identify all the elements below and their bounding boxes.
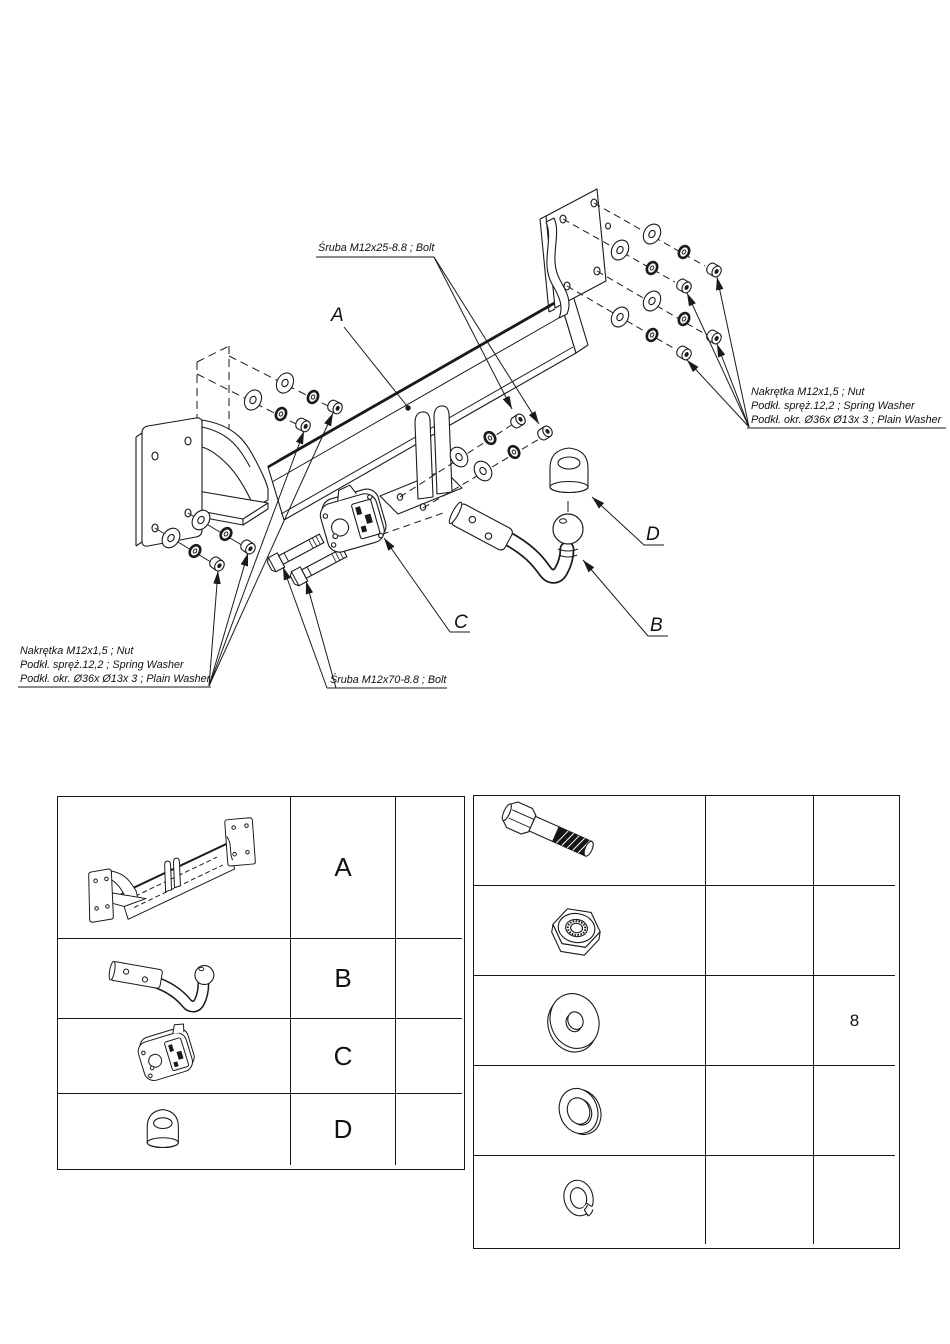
nut-glyph bbox=[326, 399, 344, 416]
spring-washer-glyph bbox=[645, 327, 660, 343]
hardware-blank-nut bbox=[706, 886, 814, 976]
washer-glyph bbox=[608, 304, 632, 330]
hex-nut-icon bbox=[474, 886, 705, 976]
hardware-qty-plain-washer bbox=[814, 976, 895, 1066]
washer-glyph bbox=[640, 288, 664, 314]
spring-washer-glyph bbox=[507, 444, 522, 460]
hardware-blank-flat-washer bbox=[706, 1066, 814, 1156]
hardware-qty-spring-washer bbox=[814, 1156, 895, 1244]
part-label-a: A bbox=[331, 305, 344, 326]
hardware-blank-plain-washer bbox=[706, 976, 814, 1066]
socket-plate-icon bbox=[58, 1019, 290, 1094]
callout-left-line1: Nakrętka M12x1,5 ; Nut bbox=[20, 645, 134, 657]
hardware-image-plain-washer bbox=[474, 976, 706, 1066]
ball-cover-cap-part bbox=[550, 448, 588, 493]
tow-ball-arm-part bbox=[447, 501, 583, 576]
part-label-d: D bbox=[646, 524, 660, 545]
callout-left-line2: Podkł. spręż.12,2 ; Spring Washer bbox=[20, 659, 184, 671]
part-label-c-group bbox=[384, 538, 470, 633]
nut-glyph bbox=[294, 417, 312, 434]
right-mounting-bracket bbox=[540, 189, 610, 318]
hardware-qty-nut bbox=[814, 886, 895, 976]
parts-table-letter-c bbox=[291, 1019, 396, 1094]
parts-table-blank-b bbox=[396, 939, 462, 1019]
hardware-table bbox=[473, 795, 900, 1249]
parts-table-letter-b bbox=[291, 939, 396, 1019]
parts-table-image-a bbox=[58, 797, 291, 939]
hardware-qty-bolt bbox=[814, 796, 895, 886]
spring-washer-glyph bbox=[274, 406, 288, 421]
part-label-d-group bbox=[592, 497, 664, 545]
parts-table-letter-d bbox=[291, 1094, 396, 1165]
parts-table-letter-a bbox=[291, 797, 396, 939]
part-label-c: C bbox=[454, 612, 468, 633]
nut-glyph bbox=[705, 261, 723, 278]
hardware-image-bolt bbox=[474, 796, 706, 886]
callout-left-line3: Podkł. okr. Ø36x Ø13x 3 ; Plain Washer bbox=[20, 673, 211, 685]
spring-washer-glyph bbox=[483, 430, 498, 446]
parts-table-blank-d bbox=[396, 1094, 462, 1165]
spring-washer-glyph bbox=[188, 543, 203, 559]
parts-table-blank-a bbox=[396, 797, 462, 939]
hex-bolt-icon bbox=[474, 796, 705, 886]
part-letter-a: A bbox=[334, 852, 352, 882]
part-letter-c: C bbox=[333, 1040, 353, 1071]
bolt-head-glyph bbox=[536, 424, 554, 442]
cover-cap-icon bbox=[58, 1094, 290, 1165]
parts-table-image-b bbox=[58, 939, 291, 1019]
nut-glyph bbox=[208, 555, 226, 573]
qty-value: 8 bbox=[849, 1010, 860, 1030]
part-letter-d: D bbox=[333, 1114, 353, 1144]
parts-table-image-d bbox=[58, 1094, 291, 1165]
callout-bolt-m12x70 bbox=[283, 567, 447, 688]
spring-washer-icon bbox=[474, 1156, 705, 1244]
callout-right-line2: Podkł. spręż.12,2 ; Spring Washer bbox=[751, 400, 915, 412]
nut-glyph bbox=[675, 344, 693, 361]
part-label-b: B bbox=[650, 615, 663, 636]
hardware-image-flat-washer bbox=[474, 1066, 706, 1156]
spring-washer-glyph bbox=[219, 526, 234, 542]
washer-glyph bbox=[640, 221, 664, 247]
washer-glyph bbox=[471, 458, 496, 484]
washer-glyph bbox=[608, 237, 632, 263]
washer-glyph bbox=[241, 387, 265, 413]
part-label-b-group bbox=[583, 560, 668, 636]
washer-glyph bbox=[273, 370, 297, 396]
spring-washer-glyph bbox=[306, 389, 320, 404]
part-letter-b: B bbox=[334, 963, 352, 993]
parts-table-blank-c bbox=[396, 1019, 462, 1094]
callout-bolt-m12x25-text: Śruba M12x25-8.8 ; Bolt bbox=[318, 242, 435, 254]
nut-glyph bbox=[675, 277, 693, 294]
hardware-qty-flat-washer bbox=[814, 1066, 895, 1156]
hardware-blank-spring-washer bbox=[706, 1156, 814, 1244]
hardware-image-nut bbox=[474, 886, 706, 976]
hardware-image-spring-washer bbox=[474, 1156, 706, 1244]
callout-right-line1: Nakrętka M12x1,5 ; Nut bbox=[751, 386, 865, 398]
hardware-blank-bolt bbox=[706, 796, 814, 886]
left-upper-fastener-stacks bbox=[241, 370, 344, 433]
bolt-head-glyph bbox=[509, 412, 527, 430]
tow-ball-icon bbox=[58, 939, 290, 1019]
flat-washer-icon bbox=[474, 1066, 705, 1156]
plain-washer-icon bbox=[474, 976, 705, 1066]
parts-table bbox=[57, 796, 465, 1170]
spring-washer-glyph bbox=[645, 260, 660, 276]
part-label-a-group bbox=[330, 305, 411, 411]
callout-right-line3: Podkł. okr. Ø36x Ø13x 3 ; Plain Washer bbox=[751, 414, 942, 426]
towbar-assembly-icon bbox=[58, 797, 290, 939]
parts-table-image-c bbox=[58, 1019, 291, 1094]
callout-bolt-m12x70-text: Śruba M12x70-8.8 ; Bolt bbox=[330, 674, 447, 686]
callout-fasteners-right bbox=[687, 277, 946, 428]
